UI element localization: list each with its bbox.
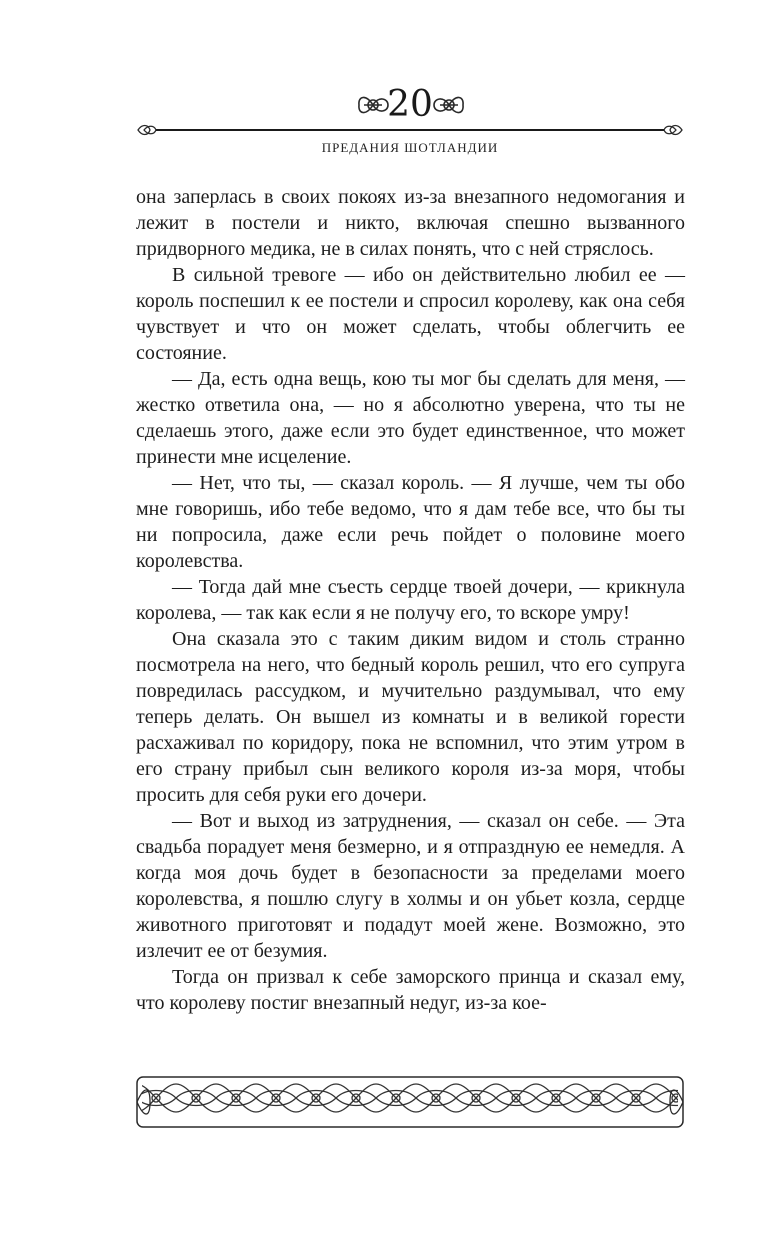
paragraph: она заперлась в своих покоях из-за внезапного недомогания и лежит в постели и никто, включая спешно вызванного придворного медика, не в силах понять, что с ней стряслось.	[136, 186, 685, 260]
running-title: ПРЕДАНИЯ ШОТЛАНДИИ	[321, 140, 499, 155]
paragraph: — Да, есть одна вещь, кою ты мог бы сделать для меня, — жестко ответила она, — но я абсолютно уверена, что ты не сделаешь этого, даже если это будет единственное, что может принести мне исцеление.	[136, 368, 685, 468]
body-text	[136, 184, 685, 1016]
celtic-knot-icon	[432, 92, 466, 118]
paragraph: — Нет, что ты, — сказал король. — Я лучше, чем ты обо мне говоришь, ибо тебе ведомо, что я дам тебе все, что бы ты ни попросила, даже если речь пойдет о половине моего королевства.	[136, 472, 685, 572]
paragraph: — Вот и выход из затруднения, — сказал он себе. — Эта свадьба порадует меня безмерно, и я отпраздную ее немедля. А когда моя дочь будет в безопасности за пределами моего королевства, я пошлю слугу в холмы и он убьет козла, сердце животного приготовят и подадут моей жене. Возможно, это излечит ее от безумия.	[136, 810, 685, 962]
celtic-ornament-band	[136, 1076, 684, 1128]
header-rule	[136, 122, 684, 138]
paragraph: — Тогда дай мне съесть сердце твоей дочери, — крикнула королева, — так как если я не получу его, то вскоре умру!	[136, 576, 685, 624]
paragraph: В сильной тревоге — ибо он действительно любил ее — король поспешил к ее постели и спросил королеву, как она себя чувствует и что он может сделать, чтобы облегчить ее состояние.	[136, 264, 685, 364]
page-number: 20	[387, 84, 433, 125]
paragraph: Тогда он призвал к себе заморского принца и сказал ему, что королеву постиг внезапный недуг, из-за кое-	[136, 966, 685, 1014]
paragraph: Она сказала это с таким диким видом и столь странно посмотрела на него, что бедный король решил, что его супруга повредилась рассудком, и мучительно раздумывал, что ему теперь делать. Он вышел из комнаты и в великой горести расхаживал по коридору, пока не вспомнил, что этим утром в его страну прибыл сын великого короля из-за моря, чтобы просить для себя руки его дочери.	[136, 628, 685, 806]
